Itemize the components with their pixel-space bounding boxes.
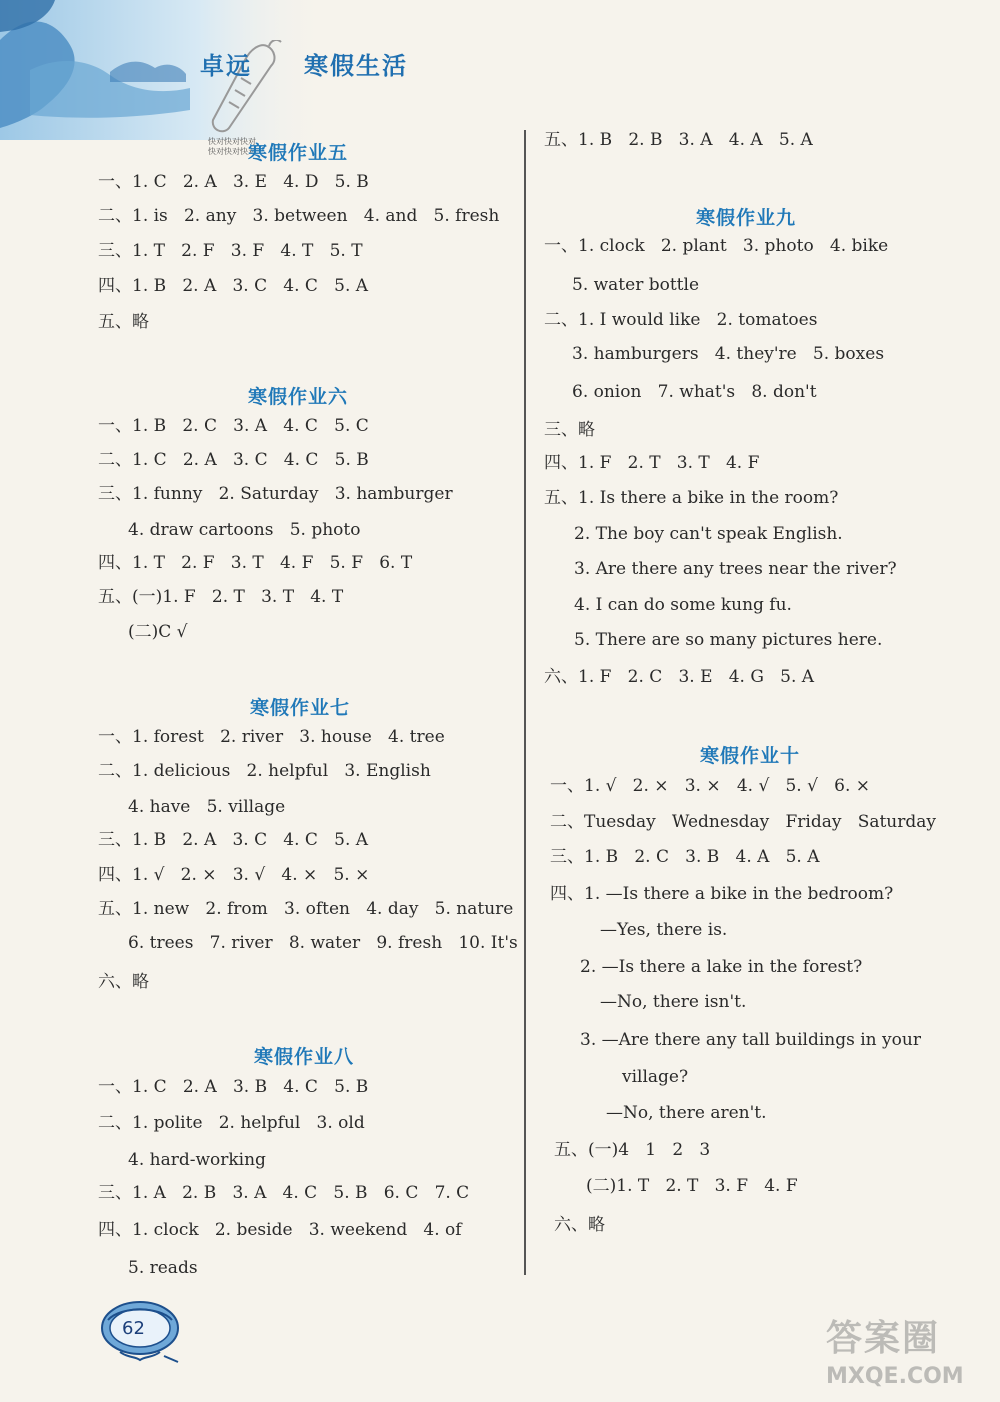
answer-line: 五、略 xyxy=(98,312,149,332)
section-title: 寒假作业六 xyxy=(248,386,349,408)
answer-line: 三、略 xyxy=(544,420,595,440)
answer-line: 一、1. √ 2. × 3. × 4. √ 5. √ 6. × xyxy=(550,776,871,796)
answer-line: 六、1. F 2. C 3. E 4. G 5. A xyxy=(544,667,815,687)
answer-line: 3. —Are there any tall buildings in your xyxy=(580,1030,921,1050)
header-sub-line2: 快对快对快对 xyxy=(208,147,256,156)
answer-line: 6. onion 7. what's 8. don't xyxy=(572,382,817,402)
watermark-logo-text: 答案圈 xyxy=(826,1318,941,1359)
answer-line: (二)1. T 2. T 3. F 4. F xyxy=(586,1176,798,1196)
header-title-part2: 寒假生活 xyxy=(304,52,408,80)
answer-line: 5. water bottle xyxy=(572,275,700,295)
section-title: 寒假作业十 xyxy=(700,745,801,767)
answer-line: 4. I can do some kung fu. xyxy=(574,595,792,615)
answer-line: 4. have 5. village xyxy=(128,797,286,817)
answer-line: 五、(一)4 1 2 3 xyxy=(554,1140,711,1160)
answer-line: village? xyxy=(622,1067,689,1087)
answer-line: 一、1. forest 2. river 3. house 4. tree xyxy=(98,727,445,747)
answer-line: 一、1. B 2. C 3. A 4. C 5. C xyxy=(98,416,369,436)
answer-line: 2. The boy can't speak English. xyxy=(574,524,843,544)
answer-line: 三、1. T 2. F 3. F 4. T 5. T xyxy=(98,241,363,261)
answer-line: 四、1. F 2. T 3. T 4. F xyxy=(544,453,760,473)
header-sub-line1: 快对快对快对 xyxy=(208,137,256,146)
answer-line: 3. Are there any trees near the river? xyxy=(574,559,897,579)
watermark-url: MXQE.COM xyxy=(826,1364,964,1389)
answer-line: 二、1. C 2. A 3. C 4. C 5. B xyxy=(98,450,369,470)
answer-line: 四、1. clock 2. beside 3. weekend 4. of xyxy=(98,1220,462,1240)
answer-line: 四、1. —Is there a bike in the bedroom? xyxy=(550,884,894,904)
answer-line: (二)C √ xyxy=(128,622,188,642)
answer-line: —No, there isn't. xyxy=(600,992,747,1012)
answer-line: 六、略 xyxy=(98,972,149,992)
answer-line: 二、1. is 2. any 3. between 4. and 5. fresh xyxy=(98,206,500,226)
answer-line: 二、1. polite 2. helpful 3. old xyxy=(98,1113,365,1133)
answer-line: 一、1. C 2. A 3. E 4. D 5. B xyxy=(98,172,369,192)
answer-line: 二、1. delicious 2. helpful 3. English xyxy=(98,761,431,781)
answer-line: 4. draw cartoons 5. photo xyxy=(128,520,361,540)
answer-line: —No, there aren't. xyxy=(606,1103,767,1123)
section-title: 寒假作业五 xyxy=(248,142,349,164)
answer-line: 5. There are so many pictures here. xyxy=(574,630,883,650)
answer-line: 五、1. B 2. B 3. A 4. A 5. A xyxy=(544,130,813,150)
answer-line: 二、Tuesday Wednesday Friday Saturday xyxy=(550,812,937,832)
answer-line: 一、1. C 2. A 3. B 4. C 5. B xyxy=(98,1077,369,1097)
answer-line: 六、略 xyxy=(554,1215,605,1235)
answer-line: 4. hard-working xyxy=(128,1150,266,1170)
book-header-title xyxy=(200,46,408,81)
answer-line: 三、1. A 2. B 3. A 4. C 5. B 6. C 7. C xyxy=(98,1183,470,1203)
answer-line: 五、1. new 2. from 3. often 4. day 5. nature xyxy=(98,899,514,919)
answer-line: 四、1. √ 2. × 3. √ 4. × 5. × xyxy=(98,865,370,885)
answer-line: 五、1. Is there a bike in the room? xyxy=(544,488,839,508)
answer-line: 5. reads xyxy=(128,1258,198,1278)
column-divider xyxy=(524,130,526,1275)
answer-line: 一、1. clock 2. plant 3. photo 4. bike xyxy=(544,236,889,256)
answer-line: 五、(一)1. F 2. T 3. T 4. T xyxy=(98,587,344,607)
header-title-part1: 卓远 xyxy=(200,52,252,80)
section-title: 寒假作业九 xyxy=(696,207,797,229)
answer-line: 6. trees 7. river 8. water 9. fresh 10. It's xyxy=(128,933,518,953)
answer-line: 四、1. T 2. F 3. T 4. F 5. F 6. T xyxy=(98,553,413,573)
answer-line: —Yes, there is. xyxy=(600,920,728,940)
section-title: 寒假作业七 xyxy=(250,697,351,719)
answer-line: 三、1. funny 2. Saturday 3. hamburger xyxy=(98,484,453,504)
answer-line: 二、1. I would like 2. tomatoes xyxy=(544,310,818,330)
answer-line: 四、1. B 2. A 3. C 4. C 5. A xyxy=(98,276,369,296)
section-title: 寒假作业八 xyxy=(254,1046,355,1068)
answer-line: 三、1. B 2. A 3. C 4. C 5. A xyxy=(98,830,369,850)
page-number: 62 xyxy=(122,1318,145,1339)
answer-line: 三、1. B 2. C 3. B 4. A 5. A xyxy=(550,847,820,867)
answer-line: 3. hamburgers 4. they're 5. boxes xyxy=(572,344,885,364)
answer-line: 2. —Is there a lake in the forest? xyxy=(580,957,863,977)
